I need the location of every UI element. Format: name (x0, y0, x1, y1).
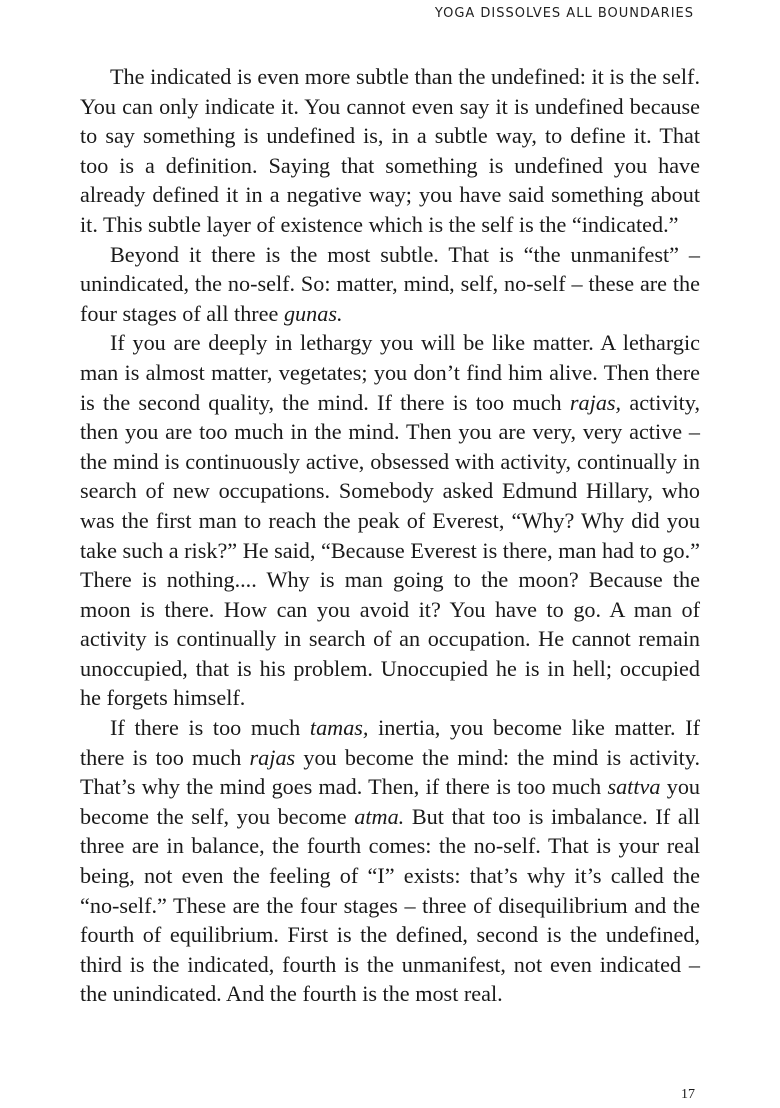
italic-term: atma. (354, 803, 405, 829)
body-text (80, 62, 700, 1009)
text-segment: inertia, you become like matter. If there is too much (80, 715, 700, 770)
text-segment: activity, then you are too much in the mind. Then you are very, very active – the mind is continuously active, obsessed with activity, continually in search of new occupations. Somebody asked Edmund Hillary, who was the first man to reach the peak of Everest, “Why? Why did you take such a risk?” He said, “Because Everest is there, man had to go.” There is nothing.... Why is man going to the moon? Because the moon is there. How can you avoid it? You have to go. A man of activity is continually in search of an occupation. He cannot remain unoccupied, that is his problem. Unoccupied he is in hell; occupied he forgets himself. (80, 389, 700, 711)
italic-term: tamas, (309, 715, 369, 741)
text-segment: If you are deeply in lethargy you will be like matter. A lethargic man is almost matter, vegetates; you don’t find him alive. Then there is the second quality, the mind. If there is too much (80, 330, 700, 415)
text-segment: you become the mind: the mind is activity. That’s why the mind goes mad. Then, if there is too much (80, 744, 700, 800)
italic-term: rajas, (569, 389, 622, 415)
page-number: 17 (681, 1087, 695, 1102)
italic-term: gunas. (283, 300, 343, 326)
italic-term: rajas (249, 744, 296, 770)
running-head: YOGA DISSOLVES ALL BOUNDARIES (434, 6, 694, 21)
italic-term: sattva (607, 774, 661, 800)
text-segment: you become the self, you become (80, 774, 701, 829)
text-segment: Beyond it there is the most subtle. That is “the unmanifest” – unindicated, the no-self. So: matter, mind, self, no-self – these are the four stages of all three (80, 241, 700, 326)
paragraph (80, 240, 700, 329)
text-segment: The indicated is even more subtle than the undefined: it is the self. You can only indicate it. You cannot even say it is undefined because to say something is undefined is, in a subtle way, to define it. That too is a definition. Saying that something is undefined you have already defined it in a negative way; you have said something about it. This subtle layer of existence which is the self is the “indicated.” (80, 64, 700, 237)
paragraph (80, 62, 700, 240)
text-segment: If there is too much (110, 715, 310, 741)
text-segment: But that too is imbalance. If all three are in balance, the fourth comes: the no-self. That is your real being, not even the feeling of “I” exists: that’s why it’s called the “no-self.” These are the four stages – three of disequilibrium and the fourth of equilibrium. First is the defined, second is the undefined, third is the indicated, fourth is the unmanifest, not even indicated – the unindicated. And the fourth is the most real. (80, 803, 700, 1007)
paragraph (80, 713, 700, 1009)
paragraph (80, 328, 700, 713)
